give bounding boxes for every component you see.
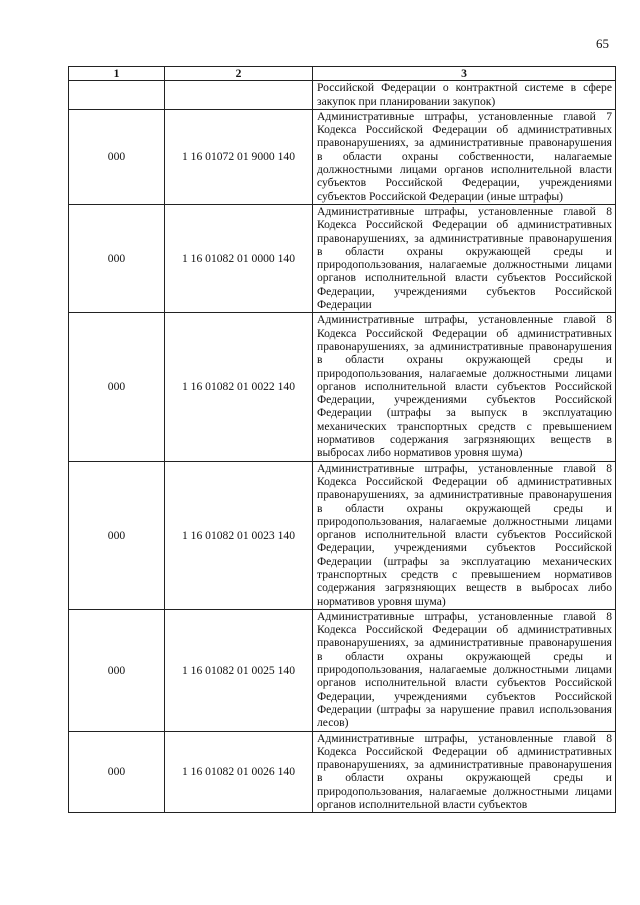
revenue-name-cell: Административные штрафы, установленные главой 8 Кодекса Российской Федерации об административных правонарушениях, за административные правонарушения в области охраны окружающей среды и природопользования, налагаемые должностными лицами органов исполнительной власти субъектов [313,731,616,813]
admin-code-cell [69,81,165,110]
admin-code-cell: 000 [69,204,165,312]
kbk-code-cell: 1 16 01082 01 0023 140 [165,461,313,609]
admin-code-cell: 000 [69,609,165,731]
kbk-code-cell: 1 16 01072 01 9000 140 [165,109,313,204]
table-row [69,313,616,461]
table-row [69,609,616,731]
header-col-2: 2 [165,67,313,81]
revenue-name-cell: Административные штрафы, установленные главой 8 Кодекса Российской Федерации об административных правонарушениях, за административные правонарушения в области охраны окружающей среды и природопользования, налагаемые должностными лицами органов исполнительной власти субъектов Российской Федерации, учреждениями субъектов Российской Федерации (штрафы за выпуск в эксплуатацию механических транспортных средств с превышением нормативов содержания загрязняющих веществ в выбросах либо нормативов уровня шума) [313,313,616,461]
table-row [69,461,616,609]
budget-classification-table [68,66,616,813]
page-number: 65 [596,36,609,51]
revenue-name-cell: Административные штрафы, установленные главой 8 Кодекса Российской Федерации об административных правонарушениях, за административные правонарушения в области охраны окружающей среды и природопользования, налагаемые должностными лицами органов исполнительной власти субъектов Российской Федерации, учреждениями субъектов Российской Федерации (штрафы за нарушение правил использования лесов) [313,609,616,731]
revenue-name-cell: Административные штрафы, установленные главой 7 Кодекса Российской Федерации об административных правонарушениях, за административные правонарушения в области охраны собственности, налагаемые должностными лицами органов исполнительной власти субъектов Российской Федерации, учреждениями субъектов Российской Федерации (иные штрафы) [313,109,616,204]
table-row [69,731,616,813]
revenue-name-cell: Административные штрафы, установленные главой 8 Кодекса Российской Федерации об административных правонарушениях, за административные правонарушения в области охраны окружающей среды и природопользования, налагаемые должностными лицами органов исполнительной власти субъектов Российской Федерации, учреждениями субъектов Российской Федерации [313,204,616,312]
table-row [69,204,616,312]
kbk-code-cell: 1 16 01082 01 0025 140 [165,609,313,731]
kbk-code-cell [165,81,313,110]
header-col-3: 3 [313,67,616,81]
admin-code-cell: 000 [69,461,165,609]
admin-code-cell: 000 [69,313,165,461]
table-row [69,81,616,110]
header-row [69,67,616,81]
admin-code-cell: 000 [69,109,165,204]
revenue-name-cell: Российской Федерации о контрактной системе в сфере закупок при планировании закупок) [313,81,616,110]
admin-code-cell: 000 [69,731,165,813]
header-col-1: 1 [69,67,165,81]
revenue-name-cell: Административные штрафы, установленные главой 8 Кодекса Российской Федерации об административных правонарушениях, за административные правонарушения в области охраны окружающей среды и природопользования, налагаемые должностными лицами органов исполнительной власти субъектов Российской Федерации, учреждениями субъектов Российской Федерации (штрафы за эксплуатацию механических транспортных средств с превышением нормативов содержания загрязняющих веществ в выбросах либо нормативов уровня шума) [313,461,616,609]
kbk-code-cell: 1 16 01082 01 0026 140 [165,731,313,813]
table-row [69,109,616,204]
kbk-code-cell: 1 16 01082 01 0022 140 [165,313,313,461]
kbk-code-cell: 1 16 01082 01 0000 140 [165,204,313,312]
